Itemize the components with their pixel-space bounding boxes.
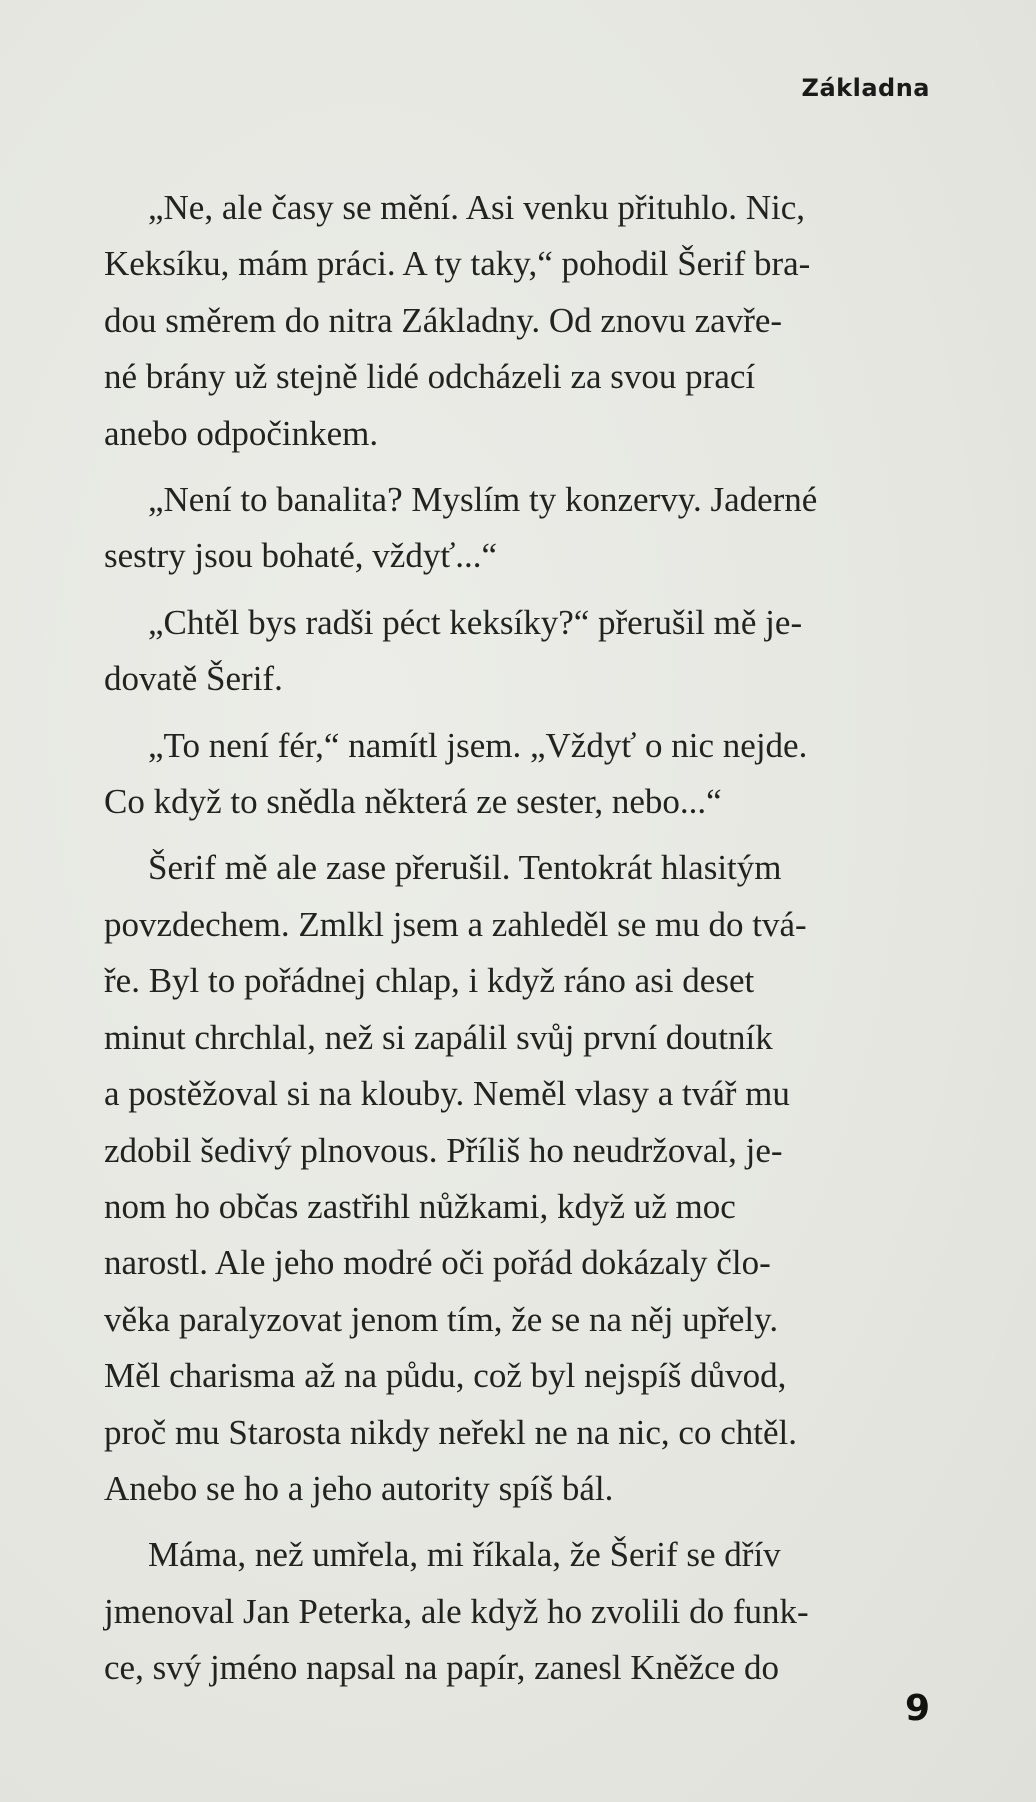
paragraph-6 [104, 1527, 942, 1696]
text-line: dou směrem do nitra Základny. Od znovu zavře- [104, 300, 783, 340]
text-line: Měl charisma až na půdu, což byl nejspíš důvod, [104, 1356, 787, 1396]
paragraph-4 [104, 718, 942, 831]
text-line: „Ne, ale časy se mění. Asi venku přituhlo. Nic, [148, 188, 806, 227]
text-line: povzdechem. Zmlkl jsem a zahleděl se mu do tvá- [104, 904, 807, 944]
text-line: ře. Byl to pořádnej chlap, i když ráno asi deset [104, 961, 755, 1001]
text-line: „Chtěl bys radši péct keksíky?“ přerušil mě je- [148, 602, 803, 642]
paragraph-2 [104, 472, 942, 585]
paragraph-5 [104, 840, 942, 1517]
text-line: Šerif mě ale zase přerušil. Tentokrát hlasitým [148, 848, 782, 888]
text-line: jmenoval Jan Peterka, ale když ho zvolili do funk- [104, 1591, 809, 1631]
text-line: věka paralyzovat jenom tím, že se na něj upřely. [104, 1299, 779, 1339]
text-line: Máma, než umřela, mi říkala, že Šerif se dřív [148, 1535, 781, 1575]
text-line: Keksíku, mám práci. A ty taky,“ pohodil Šerif bra- [104, 244, 811, 284]
text-line: „Není to banalita? Myslím ty konzervy. Jaderné [148, 480, 818, 520]
text-line: sestry jsou bohaté, vždyť...“ [104, 536, 498, 576]
text-line: Anebo se ho a jeho autority spíš bál. [104, 1468, 614, 1508]
text-line: a postěžoval si na klouby. Neměl vlasy a tvář mu [104, 1074, 790, 1114]
paragraph-3 [104, 595, 942, 708]
text-line: nom ho občas zastřihl nůžkami, když už moc [104, 1186, 736, 1226]
text-line: „To není fér,“ namítl jsem. „Vždyť o nic nejde. [148, 725, 808, 765]
text-line: Co když to snědla některá ze sester, nebo...“ [104, 782, 722, 822]
running-head-title: Základna [801, 74, 930, 102]
text-line: minut chrchlal, než si zapálil svůj první doutník [104, 1017, 773, 1057]
body-text [104, 180, 942, 1707]
text-line: né brány už stejně lidé odcházeli za svou prací [104, 357, 756, 397]
text-line: dovatě Šerif. [104, 659, 283, 699]
text-line: narostl. Ale jeho modré oči pořád dokázaly člo- [104, 1243, 771, 1283]
text-line: ce, svý jméno napsal na papír, zanesl Kněžce do [104, 1648, 779, 1688]
page-number: 9 [904, 1688, 930, 1729]
text-line: anebo odpočinkem. [104, 413, 379, 453]
paragraph-1 [104, 180, 942, 462]
text-line: zdobil šedivý plnovous. Příliš ho neudržoval, je- [104, 1130, 783, 1170]
text-line: proč mu Starosta nikdy neřekl ne na nic, co chtěl. [104, 1412, 797, 1452]
